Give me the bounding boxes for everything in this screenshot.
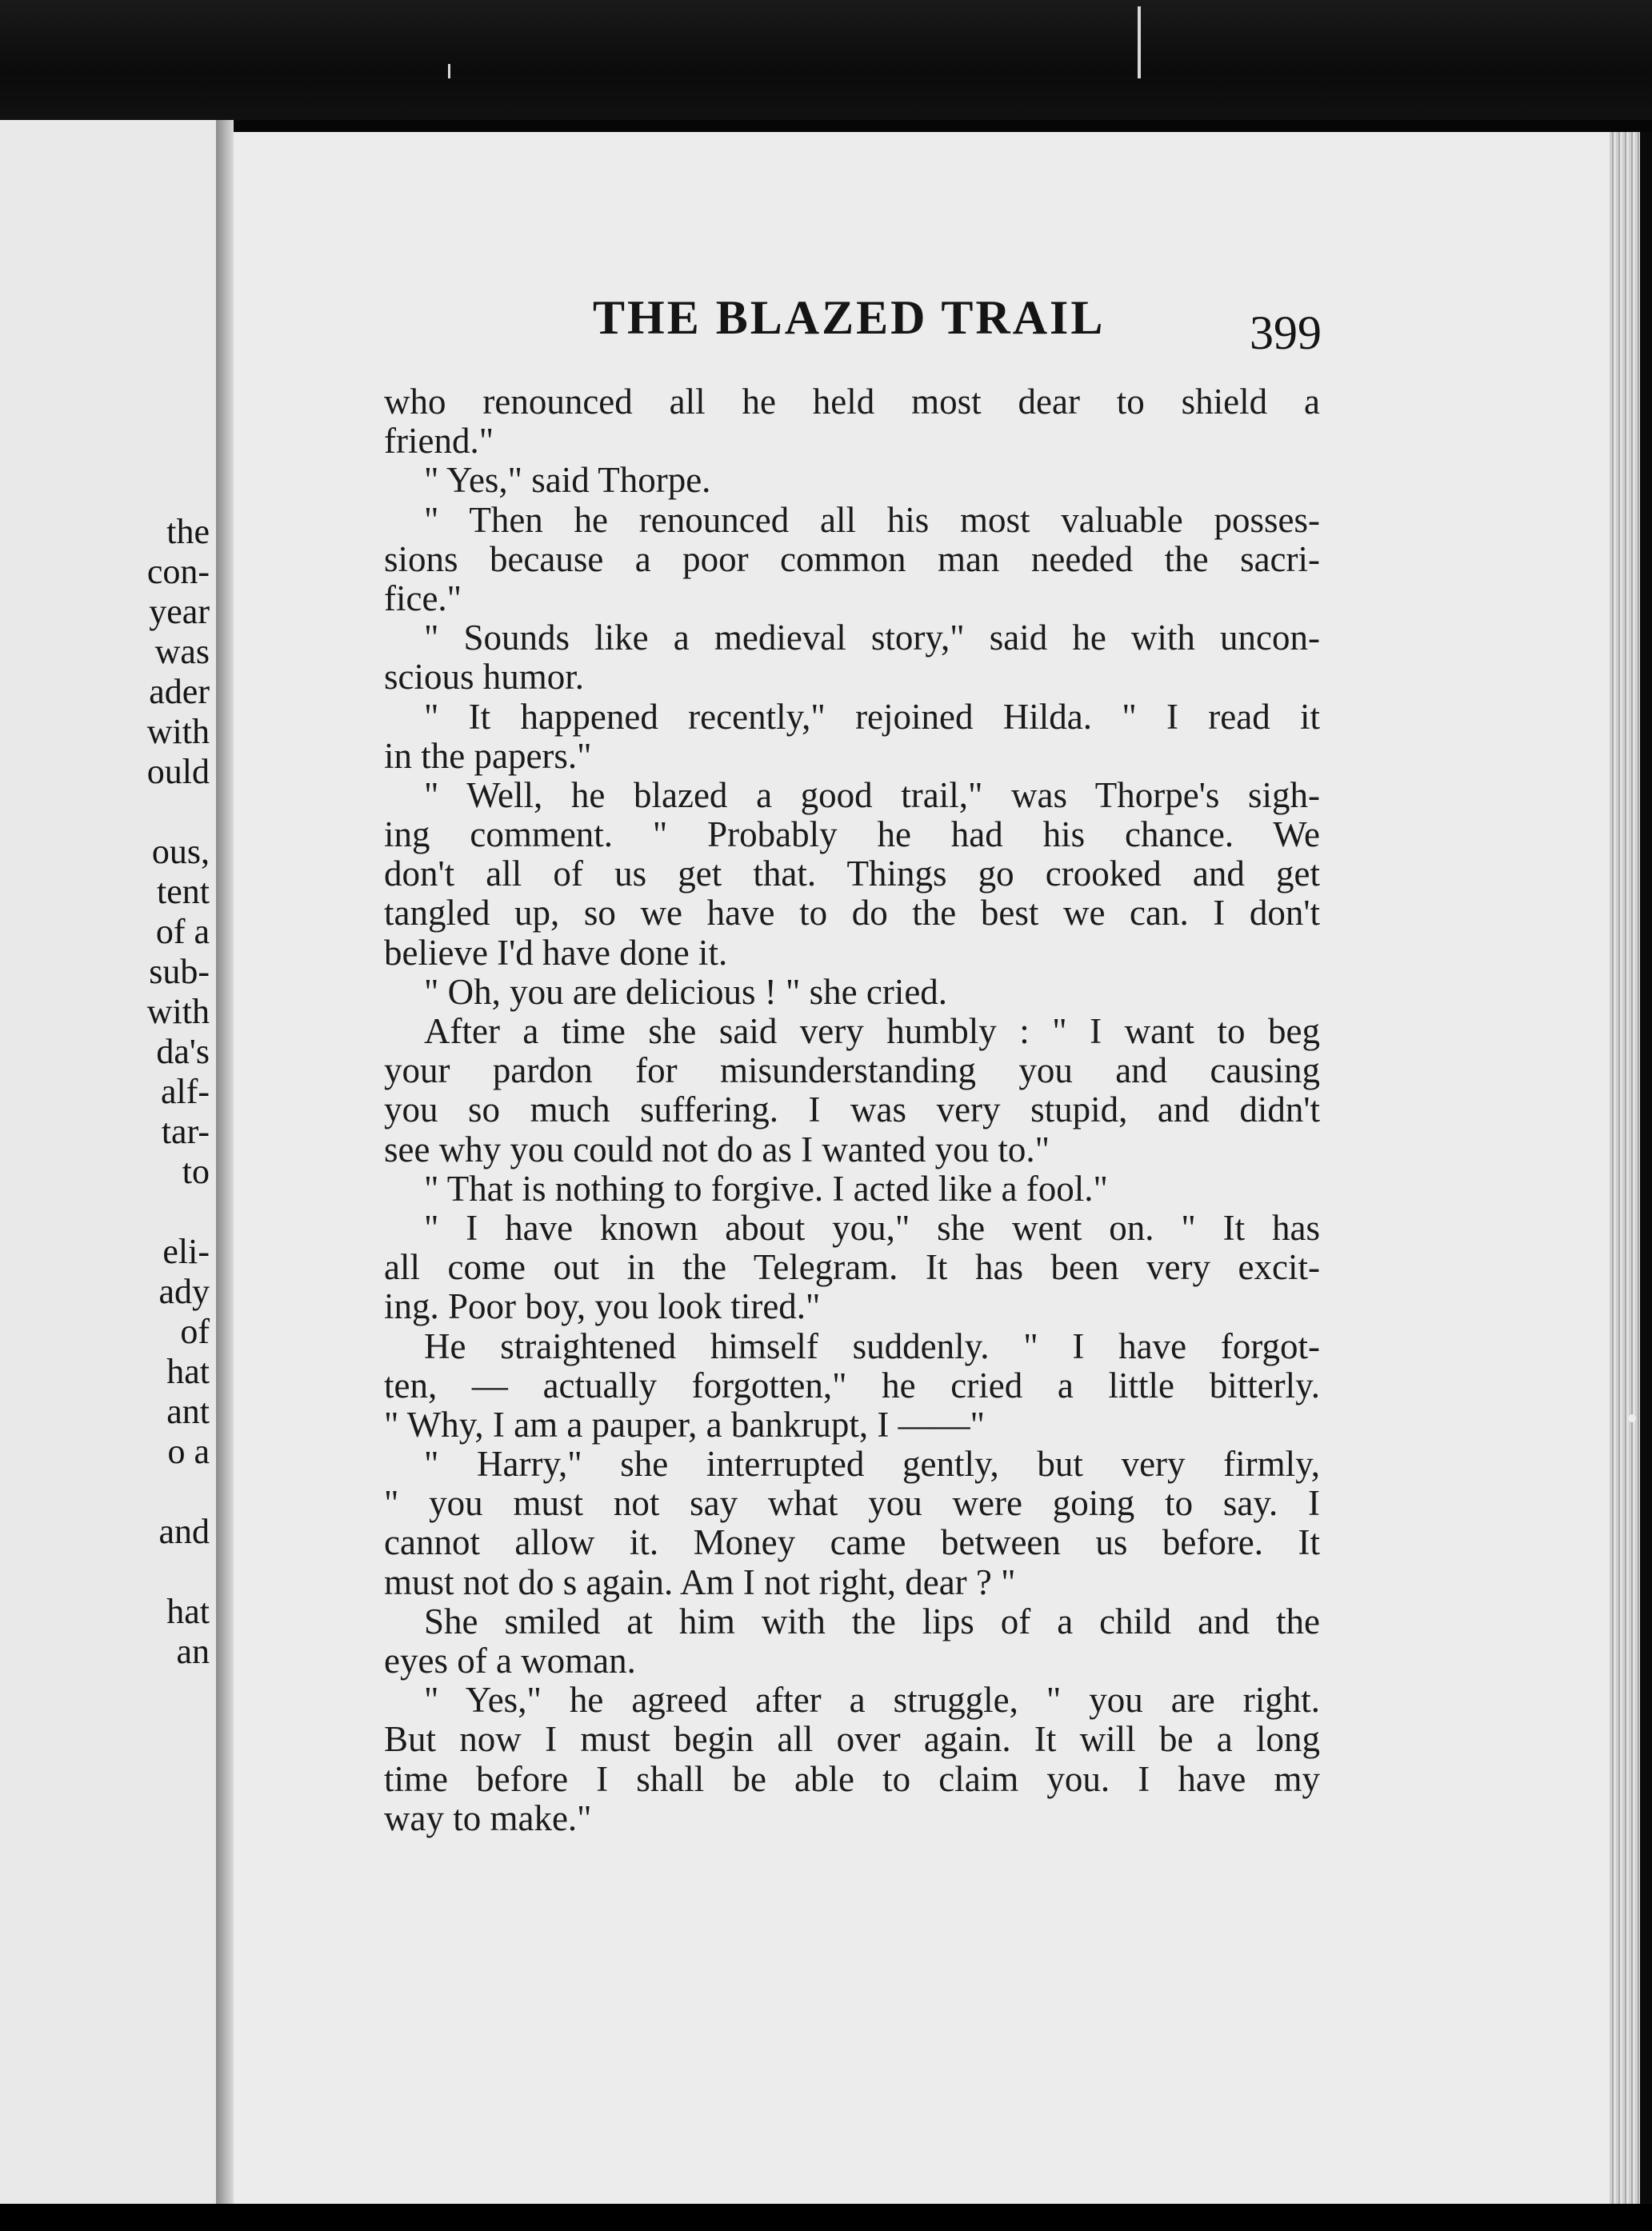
- text-line: " Yes," said Thorpe.: [424, 461, 711, 501]
- left-page-fragment: eli-: [162, 1232, 210, 1271]
- text-line: " That is nothing to forgive. I acted like a fool.": [424, 1169, 1108, 1209]
- left-page-fragment: hat: [166, 1592, 210, 1631]
- text-line: ing. Poor boy, you look tired.": [384, 1287, 821, 1327]
- text-line: fice.": [384, 578, 462, 618]
- left-page-fragment: ady: [158, 1272, 210, 1311]
- text-line: She smiled at him with the lips of a child and the: [424, 1601, 1320, 1641]
- book-gutter: [216, 120, 234, 2208]
- left-page-fragment: ould: [146, 752, 210, 791]
- left-page-fragment: of a: [155, 912, 210, 951]
- left-page-fragment: year: [149, 592, 210, 631]
- text-line: friend.": [384, 422, 494, 462]
- left-page-fragment: was: [154, 632, 210, 671]
- text-line: " Well, he blazed a good trail," was Thorpe's sigh-: [424, 775, 1320, 815]
- scan-speck: [1138, 6, 1141, 78]
- left-page-fragment: with: [146, 992, 210, 1031]
- left-page-fragment: da's: [156, 1032, 210, 1071]
- left-page-fragment: ous,: [151, 832, 210, 871]
- left-page-fragment: ader: [149, 672, 210, 711]
- text-line: sions because a poor common man needed the sacri-: [384, 539, 1320, 579]
- text-line: But now I must begin all over again. It will be a long: [384, 1720, 1320, 1760]
- page-edge-stack: [1610, 132, 1640, 2204]
- text-line: cannot allow it. Money came between us before. It: [384, 1523, 1320, 1563]
- text-line: " Sounds like a medieval story," said he with uncon-: [424, 618, 1320, 658]
- text-line: ten, — actually forgotten," he cried a little bitterly.: [384, 1365, 1320, 1405]
- text-line: time before I shall be able to claim you. I have my: [384, 1759, 1320, 1799]
- scan-bottom-border: [0, 2204, 1652, 2231]
- left-page-fragment: and: [158, 1512, 210, 1551]
- text-line: who renounced all he held most dear to shield a: [384, 382, 1320, 422]
- text-line: in the papers.": [384, 736, 592, 776]
- text-line: tangled up, so we have to do the best we can. I don't: [384, 894, 1320, 934]
- text-line: your pardon for misunderstanding you and causing: [384, 1051, 1320, 1091]
- left-page-fragment: to: [182, 1152, 210, 1191]
- left-page-fragment: con-: [146, 552, 210, 591]
- text-line: " Why, I am a pauper, a bankrupt, I ——": [384, 1405, 985, 1445]
- text-line: " Oh, you are delicious ! " she cried.: [424, 972, 948, 1012]
- scan-speck: [1628, 1414, 1636, 1422]
- text-line: see why you could not do as I wanted you to.": [384, 1129, 1050, 1169]
- text-line: ing comment. " Probably he had his chance. We: [384, 815, 1320, 855]
- scan-right-border: [1640, 132, 1652, 2204]
- text-line: must not do s again. Am I not right, dear ? ": [384, 1562, 1016, 1602]
- text-line: " Yes," he agreed after a struggle, " you are right.: [424, 1681, 1320, 1721]
- text-line: After a time she said very humbly : " I want to beg: [424, 1012, 1320, 1051]
- left-page-fragment: ant: [166, 1392, 210, 1431]
- text-line: " Then he renounced all his most valuable posses-: [424, 500, 1320, 540]
- text-line: " It happened recently," rejoined Hilda. " I read it: [424, 697, 1320, 737]
- left-page-fragment: with: [146, 712, 210, 751]
- text-line: you so much suffering. I was very stupid, and didn't: [384, 1090, 1320, 1130]
- scan-top-border: [0, 0, 1652, 120]
- text-line: scious humor.: [384, 658, 585, 698]
- text-line: He straightened himself suddenly. " I have forgot-: [424, 1326, 1320, 1366]
- left-page-fragment: the: [166, 512, 210, 551]
- text-line: eyes of a woman.: [384, 1641, 636, 1681]
- scan-speck: [448, 64, 450, 78]
- running-title: THE BLAZED TRAIL: [593, 291, 1106, 344]
- text-line: " you must not say what you were going to say. I: [384, 1484, 1320, 1524]
- left-page-fragment: an: [176, 1632, 210, 1671]
- text-line: all come out in the Telegram. It has been very excit-: [384, 1248, 1320, 1288]
- text-line: believe I'd have done it.: [384, 933, 728, 973]
- text-line: " I have known about you," she went on. " It has: [424, 1208, 1320, 1248]
- left-page-fragment: tar-: [161, 1112, 210, 1151]
- text-line: way to make.": [384, 1798, 592, 1838]
- left-page-fragment: tent: [157, 872, 210, 911]
- left-page-fragment: alf-: [160, 1072, 210, 1111]
- text-line: " Harry," she interrupted gently, but very firmly,: [424, 1445, 1320, 1485]
- left-page: [0, 120, 218, 2208]
- page-number: 399: [1250, 306, 1322, 359]
- left-page-fragment: of: [180, 1312, 210, 1351]
- text-line: don't all of us get that. Things go crooked and get: [384, 854, 1320, 894]
- page-body-text: [384, 382, 1320, 1838]
- left-page-fragment: hat: [166, 1352, 210, 1391]
- left-page-fragment: sub-: [149, 952, 210, 991]
- left-page-fragment: o a: [167, 1432, 210, 1471]
